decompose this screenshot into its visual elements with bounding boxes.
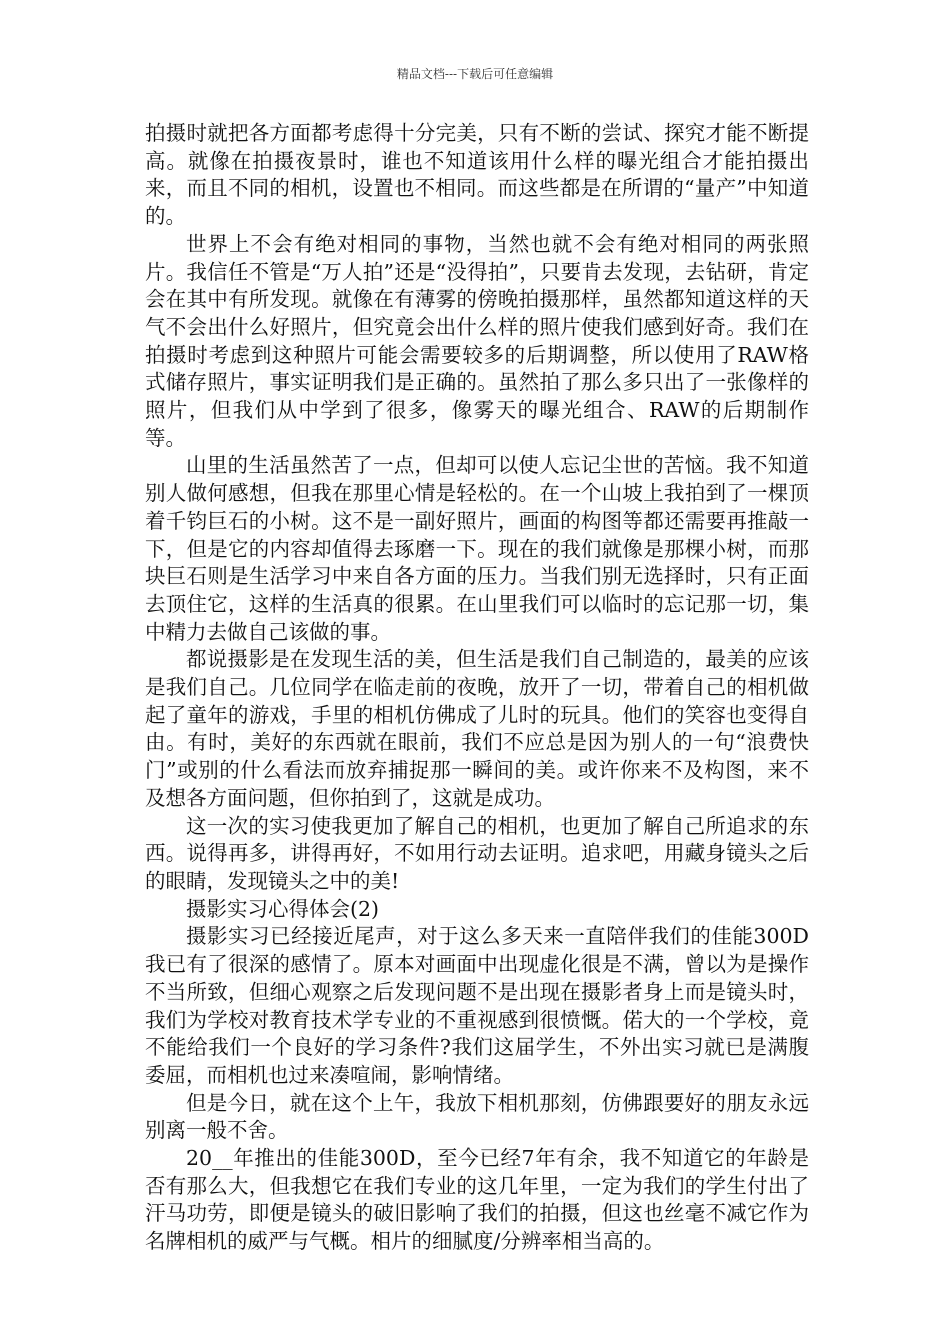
paragraph: 但是今日，就在这个上午，我放下相机那刻，仿佛跟要好的朋友永远别离一般不舍。 [145,1090,809,1143]
paragraph: 摄影实习已经接近尾声，对于这么多天来一直陪伴我们的佳能300D我已有了很深的感情了。原本对画面中出现虚化很是不满，曾以为是操作不当所致，但细心观察之后发现问题不是出现在摄影者身上而是镜头时，我们为学校对教育技术学专业的不重视感到很愤慨。偌大的一个学校，竟不能给我们一个良好的学习条件?我们这届学生，不外出实习就已是满腹委屈，而相机也过来凑喧闹，影响情绪。 [145,924,809,1087]
paragraph: 山里的生活虽然苦了一点，但却可以使人忘记尘世的苦恼。我不知道别人做何感想，但我在那里心情是轻松的。在一个山坡上我拍到了一棵顶着千钧巨石的小树。这不是一副好照片，画面的构图等都还需要再推敲一下，但是它的内容却值得去琢磨一下。现在的我们就像是那棵小树，而那块巨石则是生活学习中来自各方面的压力。当我们别无选择时，只有正面去顶住它，这样的生活真的很累。在山里我们可以临时的忘记那一切，集中精力去做自己该做的事。 [145,453,809,644]
paragraph: 拍摄时就把各方面都考虑得十分完美，只有不断的尝试、探究才能不断提高。就像在拍摄夜景时，谁也不知道该用什么样的曝光组合才能拍摄出来，而且不同的相机，设置也不相同。而这些都是在所谓的“量产”中知道的。 [145,121,809,229]
paragraph: 这一次的实习使我更加了解自己的相机，也更加了解自己所追求的东西。说得再多，讲得再好，不如用行动去证明。追求吧，用藏身镜头之后的眼睛，发现镜头之中的美! [145,813,809,893]
paragraph: 20__年推出的佳能300D，至今已经7年有余，我不知道它的年龄是否有那么大，但我想它在我们专业的这几年里，一定为我们的学生付出了汗马功劳，即便是镜头的破旧影响了我们的拍摄，但这也丝毫不减它作为名牌相机的威严与气概。相片的细腻度/分辨率相当高的。 [145,1146,809,1254]
paragraph: 都说摄影是在发现生活的美，但生活是我们自己制造的，最美的应该是我们自己。几位同学在临走前的夜晚，放开了一切，带着自己的相机做起了童年的游戏，手里的相机仿佛成了儿时的玩具。他们的笑容也变得自由。有时，美好的东西就在眼前，我们不应总是因为别人的一句“浪费快门”或别的什么看法而放弃捕捉那一瞬间的美。或许你来不及构图，来不及想各方面问题，但你拍到了，这就是成功。 [145,647,809,810]
page-header: 精品文档---下载后可任意编辑 [396,67,554,81]
section-heading: 摄影实习心得体会(2) [186,896,380,921]
paragraph: 世界上不会有绝对相同的事物，当然也就不会有绝对相同的两张照片。我信任不管是“万人拍”还是“没得拍”，只要肯去发现，去钻研，肯定会在其中有所发现。就像在有薄雾的傍晚拍摄那样，虽然都知道这样的天气不会出什么好照片，但究竟会出什么样的照片使我们感到好奇。我们在拍摄时考虑到这种照片可能会需要较多的后期调整，所以使用了RAW格式储存照片，事实证明我们是正确的。虽然拍了那么多只出了一张像样的照片，但我们从中学到了很多，像雾天的曝光组合、RAW的后期制作等。 [145,231,809,450]
document-body [145,120,809,1256]
